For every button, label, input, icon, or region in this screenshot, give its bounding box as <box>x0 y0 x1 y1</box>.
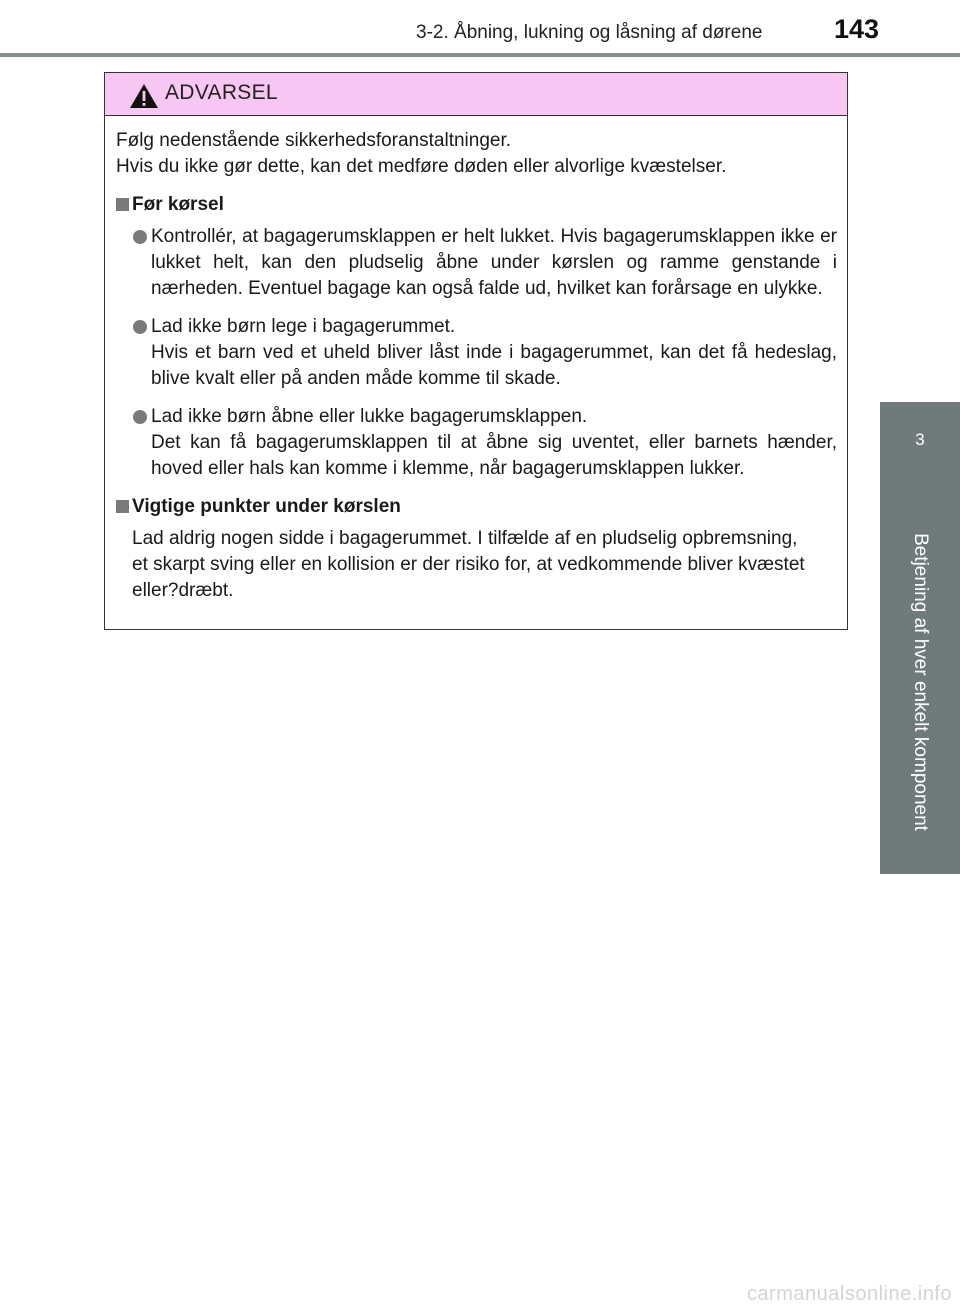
list-item-text: Lad ikke børn lege i bagagerummet. <box>151 316 456 337</box>
intro-line: Hvis du ikke gør dette, kan det medføre døden eller alvorlige kvæstelser. <box>116 156 727 177</box>
list-item <box>116 224 837 302</box>
square-bullet-icon <box>116 198 129 211</box>
chapter-number: 3 <box>915 430 925 449</box>
section-heading-before-driving <box>116 192 837 218</box>
paragraph-text: Lad aldrig nogen sidde i bagagerummet. I tilfælde af en pludselig opbremsning, et skarpt sving eller en kollision er der risiko for, at vedkommende bliver kvæstet eller?dræbt. <box>132 528 805 601</box>
list-item-text: Det kan få bagagerumsklappen til at åbne sig uventet, eller barnets hænder, hoved eller hals kan komme i klemme, når bagagerumsklappen lukker. <box>151 432 837 479</box>
square-bullet-icon <box>116 500 129 513</box>
list-item-text: Lad ikke børn åbne eller lukke bagagerumsklappen. <box>151 406 588 427</box>
list-item <box>116 314 837 392</box>
chapter-label: Betjening af hver enkelt komponent <box>910 533 931 831</box>
warning-header <box>105 73 847 116</box>
round-bullet-icon <box>133 320 147 334</box>
section-heading-text: Før kørsel <box>132 194 224 215</box>
list-item-text: Hvis et barn ved et uheld bliver låst inde i bagagerummet, kan det få hedeslag, blive kvalt eller på anden måde komme til skade. <box>151 342 837 389</box>
round-bullet-icon <box>133 410 147 424</box>
warning-triangle-icon <box>129 83 159 109</box>
warning-intro <box>116 128 837 180</box>
warning-title: ADVARSEL <box>165 81 278 104</box>
list-item <box>116 404 837 482</box>
list-item-text: Kontrollér, at bagagerumsklappen er helt lukket. Hvis bagagerumsklappen ikke er lukket helt, kan den pludselig åbne under kørslen og ramme genstande i nærheden. Eventuel bagage kan også falde ud, hvilket kan forårsage en ulykke. <box>151 226 837 299</box>
section-heading-text: Vigtige punkter under kørslen <box>132 496 401 517</box>
page-number: 143 <box>834 14 880 44</box>
running-header: 3-2. Åbning, lukning og låsning af dørene <box>416 22 763 43</box>
round-bullet-icon <box>133 230 147 244</box>
intro-line: Følg nedenstående sikkerhedsforanstaltninger. <box>116 130 512 151</box>
warning-box <box>104 72 848 630</box>
chapter-side-tab <box>880 402 960 874</box>
section-heading-while-driving <box>116 494 837 520</box>
warning-body <box>105 116 847 604</box>
watermark: carmanualsonline.info <box>746 1283 952 1305</box>
section-paragraph <box>116 526 811 604</box>
header-divider <box>0 53 960 57</box>
